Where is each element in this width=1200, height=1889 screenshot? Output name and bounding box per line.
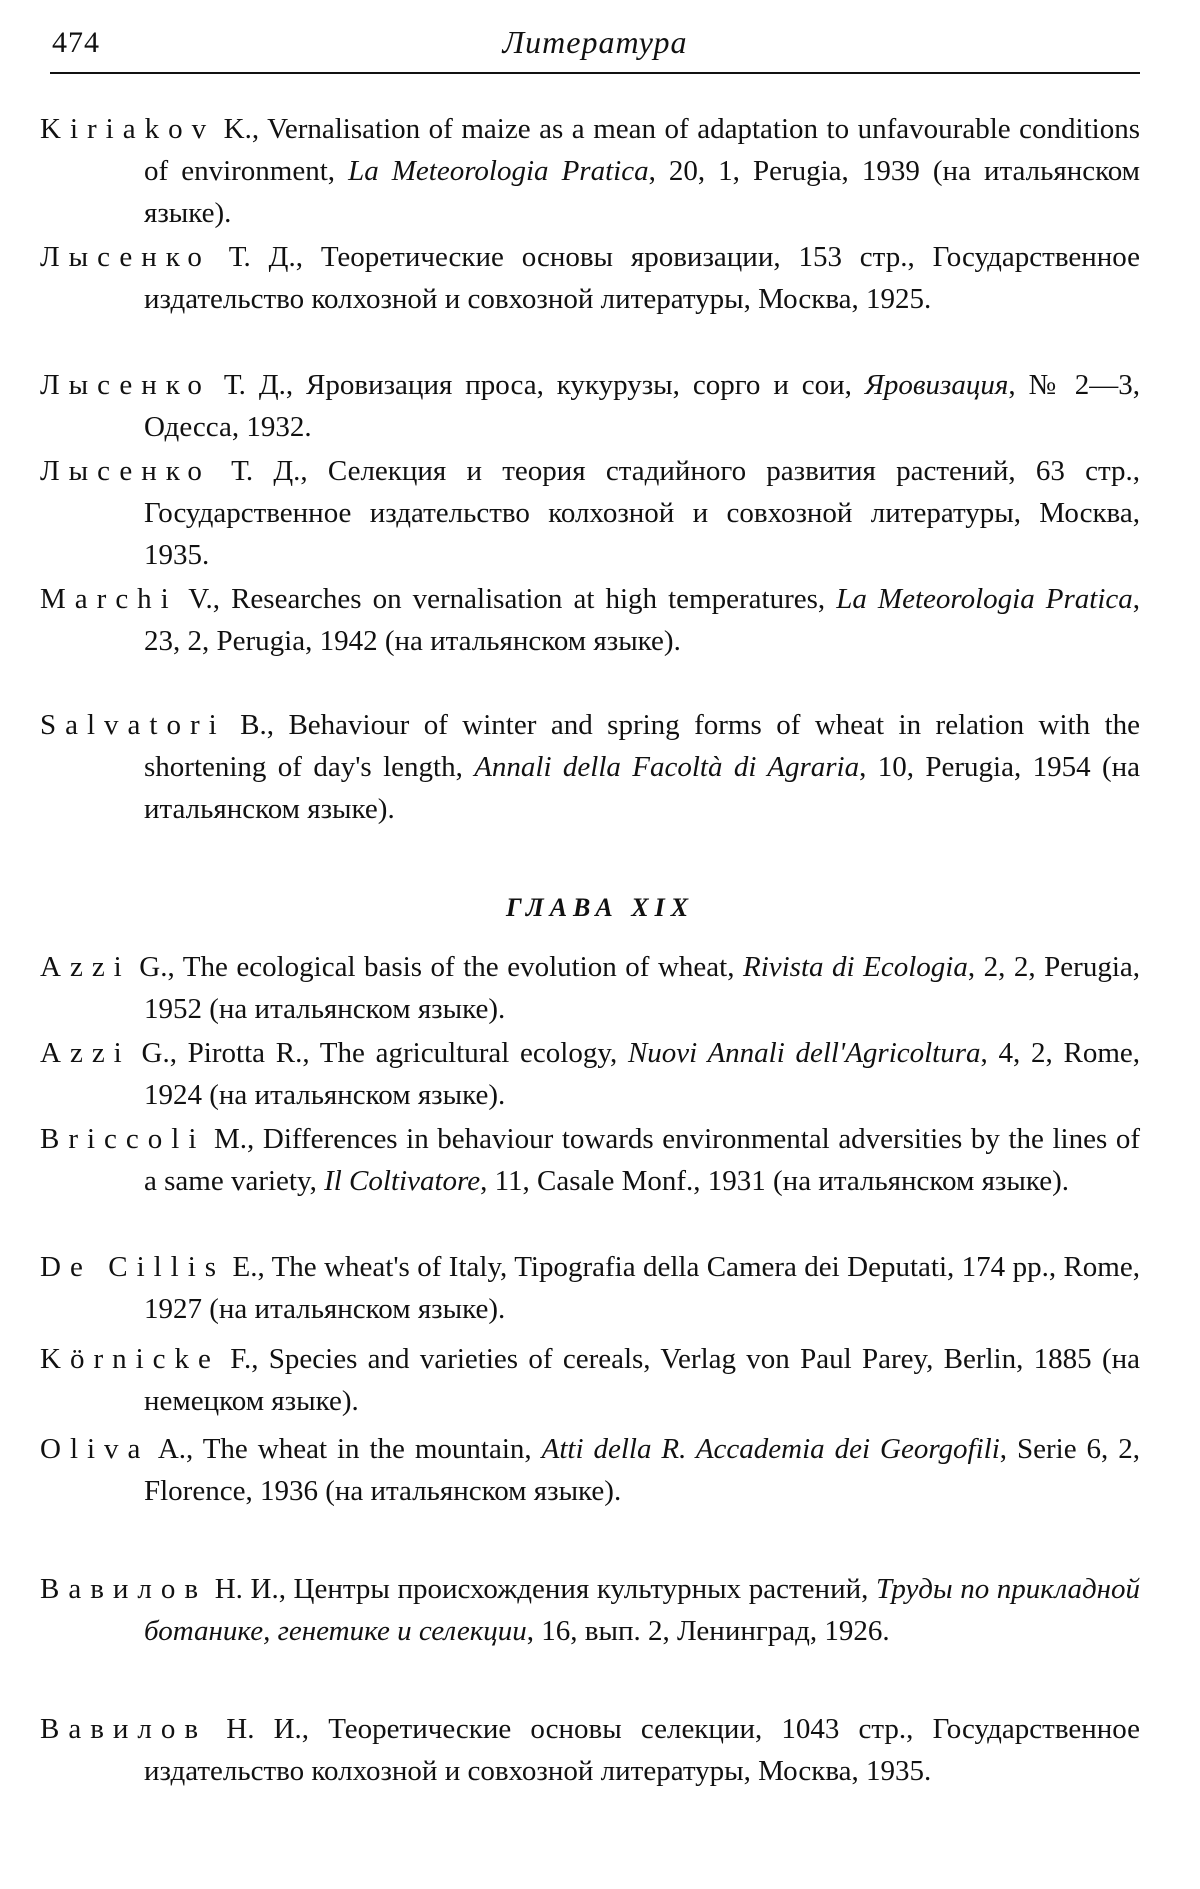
- chapter-heading: ГЛАВА XIX: [505, 893, 695, 922]
- entry-source: Il Coltivatore: [324, 1165, 481, 1197]
- entry-initials: M.,: [214, 1123, 255, 1155]
- reference-entry: [40, 704, 1140, 830]
- entry-title: The agricultural ecology,: [309, 1037, 618, 1069]
- entry-details: , 2, 2, Perugia, 1952 (на итальянском языке).: [144, 951, 1141, 1025]
- entry-author: Лысенко: [40, 455, 211, 487]
- entry-initials: Н. И.,: [226, 1713, 310, 1745]
- entry-author: Salvatori: [40, 709, 226, 741]
- entry-author: De Cillis: [40, 1251, 226, 1283]
- entry-initials: Т. Д.,: [223, 369, 294, 401]
- entry-title: Теоретические основы яровизации, 153 стр., Государственное издательство колхозной и совхозной литературы, Москва, 1925.: [144, 241, 1140, 315]
- reference-entry: [40, 1568, 1140, 1652]
- entry-author: Лысенко: [40, 241, 211, 273]
- running-title: Литература: [502, 24, 688, 60]
- entry-source: Rivista di Ecologia: [742, 951, 968, 983]
- reference-entry: [40, 108, 1140, 234]
- entry-author: Körnicke: [40, 1343, 220, 1375]
- entry-initials: A.,: [157, 1433, 194, 1465]
- entry-author: Вавилов: [40, 1713, 208, 1745]
- entry-details: , 20, 1, Perugia, 1939 (на итальянском языке).: [144, 155, 1141, 229]
- entry-details: , 23, 2, Perugia, 1942 (на итальянском языке).: [144, 583, 1140, 657]
- entry-initials: E.,: [232, 1251, 265, 1283]
- entry-title: The wheat in the mountain,: [193, 1433, 532, 1465]
- entry-initials: B.,: [240, 709, 274, 741]
- entry-initials: G., Pirotta R.,: [141, 1037, 310, 1069]
- entry-source: La Meteorologia Pratica: [836, 583, 1133, 615]
- entry-source: Яровизация: [864, 369, 1009, 401]
- entry-details: , № 2—3, Одесса, 1932.: [144, 369, 1141, 443]
- entry-title: Vernalisation of maize as a mean of adaptation to unfavourable conditions of environment,: [144, 113, 1141, 187]
- reference-entry: [40, 578, 1140, 662]
- entry-author: Kiriakov: [40, 113, 216, 145]
- entry-initials: G.,: [139, 951, 175, 983]
- page-number: 474: [52, 26, 100, 59]
- entry-source: La Meteorologia Pratica: [348, 155, 649, 187]
- reference-entry: [40, 1428, 1140, 1512]
- reference-entry: [40, 236, 1140, 320]
- reference-entry: [40, 450, 1140, 576]
- entry-title: Researches on vernalisation at high temperatures,: [220, 583, 826, 615]
- entry-source: Труды по прикладной ботанике, генетике и селекции: [144, 1573, 1141, 1647]
- entry-title: Differences in behaviour towards environmental adversities by the lines of a same variety,: [144, 1123, 1140, 1197]
- entry-author: Briccoli: [40, 1123, 206, 1155]
- reference-entry: [40, 1246, 1140, 1330]
- reference-entry: [40, 1708, 1140, 1792]
- entry-author: Oliva: [40, 1433, 150, 1465]
- entry-initials: F.,: [230, 1343, 259, 1375]
- entry-title: The wheat's of Italy, Tipografia della Camera dei Deputati, 174 pp., Rome, 1927 (на итальянском языке).: [144, 1251, 1140, 1325]
- reference-entry: [40, 1118, 1140, 1202]
- entry-author: Вавилов: [40, 1573, 208, 1605]
- entry-title: Теоретические основы селекции, 1043 стр., Государственное издательство колхозной и совхозной литературы, Москва, 1935.: [144, 1713, 1140, 1787]
- entry-author: Azzi: [40, 1037, 131, 1069]
- entry-initials: V.,: [188, 583, 221, 615]
- entry-details: , 4, 2, Rome, 1924 (на итальянском языке).: [144, 1037, 1141, 1111]
- entry-title: The ecological basis of the evolution of wheat,: [174, 951, 735, 983]
- entry-initials: Т. Д.,: [228, 241, 303, 273]
- entry-source: Annali della Facoltà di Agraria: [474, 751, 860, 783]
- reference-entry: [40, 1338, 1140, 1422]
- reference-entry: [40, 1032, 1140, 1116]
- reference-entry: [40, 946, 1140, 1030]
- entry-source: Atti della R. Accademia dei Georgofili: [541, 1433, 1000, 1465]
- running-head: [50, 22, 1140, 74]
- entry-source: Nuovi Annali dell'Agricoltura: [627, 1037, 981, 1069]
- entry-details: , 16, вып. 2, Ленинград, 1926.: [526, 1615, 890, 1647]
- entry-title: Центры происхождения культурных растений,: [285, 1573, 869, 1605]
- entry-initials: K.,: [223, 113, 260, 145]
- entry-title: Behaviour of winter and spring forms of wheat in relation with the shortening of day's length,: [144, 709, 1140, 783]
- entry-title: Селекция и теория стадийного развития растений, 63 стр., Государственное издательство колхозной и совхозной литературы, Москва, 1935.: [144, 455, 1141, 571]
- entry-initials: Н. И.,: [214, 1573, 286, 1605]
- entry-title: Species and varieties of cereals, Verlag von Paul Parey, Berlin, 1885 (на немецком языке).: [144, 1343, 1140, 1417]
- entry-title: Яровизация проса, кукурузы, сорго и сои,: [293, 369, 852, 401]
- reference-entry: [40, 364, 1140, 448]
- entry-details: , 10, Perugia, 1954 (на итальянском языке).: [144, 751, 1140, 825]
- entry-author: Marchi: [40, 583, 178, 615]
- entry-details: , 11, Casale Monf., 1931 (на итальянском языке).: [480, 1165, 1070, 1197]
- entry-details: , Serie 6, 2, Florence, 1936 (на итальянском языке).: [144, 1433, 1141, 1507]
- entry-author: Azzi: [40, 951, 131, 983]
- entry-author: Лысенко: [40, 369, 211, 401]
- entry-initials: Т. Д.,: [231, 455, 308, 487]
